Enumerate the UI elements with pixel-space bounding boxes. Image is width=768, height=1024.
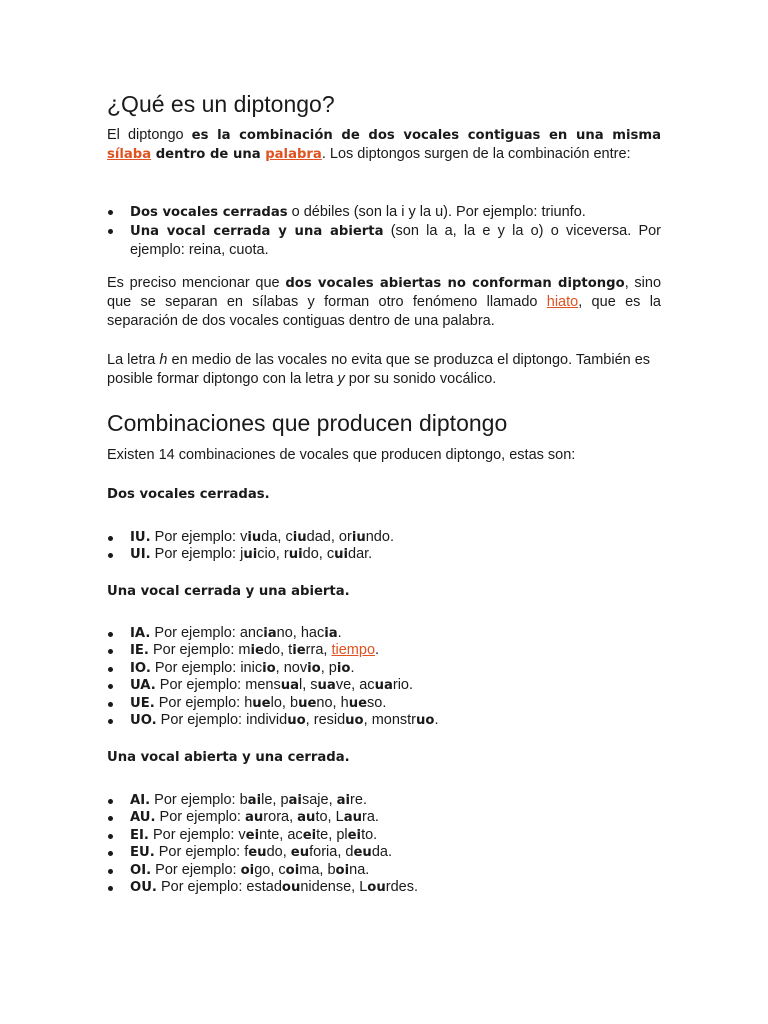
diphthong: ue	[298, 695, 317, 711]
word-part: L	[359, 879, 368, 896]
example-word	[345, 844, 388, 860]
example-word	[336, 827, 373, 843]
diphthong: eu	[248, 845, 267, 861]
combination-label: IE.	[130, 643, 149, 659]
word-part: estad	[246, 879, 282, 896]
example-word	[337, 792, 363, 808]
bullet-bold: Una vocal cerrada y una abierta	[130, 224, 384, 239]
word-part: p	[280, 792, 289, 808]
punctuation: ,	[337, 844, 346, 861]
example-word	[285, 529, 330, 545]
diphthong: ai	[336, 793, 351, 808]
punctuation: .	[387, 844, 392, 861]
punctuation: ,	[279, 826, 288, 843]
diphthong: eu	[290, 845, 310, 861]
section-title: Combinaciones que producen diptongo	[107, 410, 508, 436]
combination-label: UI.	[130, 547, 151, 563]
list-cerradas	[107, 529, 661, 564]
example-word	[241, 862, 271, 878]
diphthong: oi	[240, 862, 255, 878]
diphthong: ua	[317, 678, 336, 694]
diphthong: ie	[250, 643, 264, 659]
word-part: j	[240, 546, 244, 563]
list-item	[107, 529, 661, 546]
word-part: ma	[299, 861, 320, 878]
list-item	[107, 660, 661, 677]
combination-label: AU.	[130, 810, 156, 826]
word-part: rio	[392, 677, 409, 694]
word-part: na	[349, 861, 366, 878]
punctuation: ,	[327, 809, 336, 826]
diphthong: au	[297, 810, 316, 826]
example-word	[245, 677, 302, 693]
punctuation: .	[434, 712, 439, 729]
word-part: ve	[335, 677, 352, 694]
punctuation: ,	[277, 529, 286, 545]
example-word	[287, 827, 328, 843]
example-word	[327, 546, 368, 562]
para3-text-2: en medio de las vocales no evita que se produzca el diptongo. También es posible formar diptongo con la letra	[107, 352, 651, 387]
word-part: nte	[259, 826, 280, 843]
hiato-paragraph	[107, 274, 661, 331]
word-part: v	[240, 529, 248, 545]
punctuation: .	[373, 826, 378, 843]
word-part: p	[328, 659, 337, 676]
punctuation: ,	[320, 659, 329, 676]
example-word	[372, 712, 435, 728]
word-part: ra	[361, 809, 375, 826]
word-part: no	[276, 625, 293, 641]
punctuation: ,	[351, 677, 360, 694]
para3-text-3: por su sonido vocálico.	[344, 371, 497, 387]
diphthong: ia	[263, 626, 277, 641]
list-item	[107, 809, 661, 826]
diphthong: oi	[335, 862, 350, 878]
diphthong: oi	[285, 862, 300, 878]
link-hiato[interactable]: hiato	[546, 294, 579, 310]
example-word	[284, 546, 319, 562]
link-example-word[interactable]	[331, 642, 375, 658]
diphthong: ui	[288, 547, 303, 563]
punctuation: ,	[305, 712, 314, 729]
example-label: Por ejemplo:	[148, 826, 239, 843]
word-part: h	[244, 694, 253, 711]
word-part: rra	[305, 642, 324, 659]
word-part: c	[285, 529, 293, 545]
example-word	[329, 660, 351, 676]
intro-text: El diptongo	[107, 127, 192, 143]
word-part: le	[261, 792, 273, 808]
punctuation: ,	[319, 861, 328, 878]
list-item	[107, 642, 661, 659]
example-word	[288, 642, 323, 658]
punctuation: ,	[332, 694, 341, 711]
example-word	[280, 792, 328, 808]
example-word	[314, 712, 364, 728]
example-word	[327, 862, 365, 878]
punctuation: .	[413, 879, 418, 896]
word-part: m	[238, 642, 251, 659]
example-label: Por ejemplo:	[155, 809, 245, 826]
punctuation: .	[362, 792, 367, 808]
word-part: v	[238, 826, 246, 843]
example-label: Por ejemplo:	[155, 677, 246, 694]
word-part: ac	[359, 677, 375, 694]
example-label: Por ejemplo:	[154, 844, 245, 861]
word-part: anc	[239, 625, 264, 641]
list-abierta-cerrada	[107, 792, 661, 896]
example-label: Por ejemplo:	[150, 792, 240, 808]
word-part: f	[244, 844, 249, 861]
punctuation: ,	[281, 694, 290, 711]
para3-text: La letra	[107, 352, 160, 368]
list-item	[107, 625, 661, 642]
list-item	[107, 827, 661, 844]
list-item	[107, 792, 661, 809]
combination-label: EU.	[130, 845, 155, 861]
link-palabra[interactable]: palabra	[265, 147, 322, 162]
word-part: h	[340, 694, 349, 711]
punctuation: ,	[270, 861, 279, 878]
diphthong: ui	[243, 547, 258, 563]
para3-italic: h	[159, 352, 168, 368]
punctuation: ,	[351, 879, 360, 896]
para3-italic-2: y	[337, 371, 345, 387]
word-part: resid	[313, 712, 346, 729]
diphthong: ei	[245, 827, 260, 843]
diphthong: ou	[281, 880, 301, 896]
word-part: t	[288, 642, 293, 659]
punctuation: ,	[323, 642, 332, 659]
punctuation: ,	[318, 546, 327, 563]
bullet-text: o débiles (son la i y la u). Por ejemplo: triunfo.	[287, 204, 586, 220]
example-label: Por ejemplo:	[148, 642, 239, 659]
example-word	[310, 677, 351, 693]
word-part: no	[316, 694, 333, 711]
punctuation: .	[374, 809, 379, 826]
word-part: rdes	[385, 879, 414, 896]
diphthong: ia	[324, 626, 338, 641]
intro-bold: es la combinación de dos vocales contiguas en una misma	[191, 128, 661, 143]
diphthong: io	[336, 660, 351, 676]
word-part: rora	[263, 809, 290, 826]
diphthong: ua	[280, 678, 299, 694]
punctuation: ,	[330, 529, 339, 545]
combination-label: UE.	[130, 695, 155, 711]
punctuation: .	[368, 546, 373, 563]
diphthong: ue	[348, 695, 368, 711]
combination-label: UA.	[130, 678, 156, 694]
word-part: t	[331, 642, 336, 659]
word-part: dad	[306, 529, 331, 545]
diphthong: uo	[345, 713, 364, 729]
diphthong: ai	[288, 793, 302, 808]
punctuation: ,	[272, 792, 281, 808]
punctuation: .	[365, 861, 370, 878]
diphthong: ai	[247, 793, 262, 808]
list-item	[107, 546, 661, 563]
word-part: da	[371, 844, 388, 861]
list-item	[107, 203, 661, 222]
example-word	[291, 844, 338, 860]
word-part: monstr	[371, 712, 417, 729]
diphthong: uo	[416, 713, 435, 729]
diphthong: uo	[287, 713, 306, 729]
page-title: ¿Qué es un diptongo?	[107, 91, 335, 117]
word-part: cio	[257, 546, 276, 563]
example-word	[245, 809, 289, 825]
letter-h-paragraph	[107, 351, 661, 389]
word-part: lo	[270, 694, 282, 711]
combination-label: IO.	[130, 660, 151, 676]
example-label: Por ejemplo:	[150, 625, 240, 641]
intro-bold-2: dentro de una	[151, 147, 266, 162]
word-part: or	[338, 529, 352, 545]
example-label: Por ejemplo:	[156, 879, 247, 896]
example-word	[336, 809, 375, 825]
example-word	[238, 827, 279, 843]
diphthong: ou	[367, 880, 386, 896]
example-word	[284, 660, 321, 676]
punctuation: ,	[328, 792, 337, 808]
word-part: nidense	[300, 879, 352, 896]
word-part: go	[254, 861, 271, 878]
example-word	[246, 879, 351, 895]
word-part: individ	[246, 712, 288, 729]
example-word	[240, 792, 273, 808]
example-word	[240, 546, 276, 562]
word-part: to	[361, 826, 374, 843]
subheading-cerrada-abierta: Una vocal cerrada y una abierta.	[107, 584, 350, 599]
word-part: do	[263, 642, 281, 659]
example-word	[297, 809, 327, 825]
example-word	[359, 879, 414, 895]
subheading-cerradas: Dos vocales cerradas.	[107, 487, 270, 502]
punctuation: ,	[275, 659, 284, 676]
punctuation: ,	[302, 677, 311, 694]
example-label: Por ejemplo:	[150, 546, 241, 563]
diphthong: iu	[247, 530, 262, 545]
word-part: c	[278, 861, 286, 878]
section-intro: Existen 14 combinaciones de vocales que producen diptongo, estas son:	[107, 447, 576, 463]
example-word	[246, 712, 306, 728]
word-part: do	[302, 546, 319, 563]
diphthong: io	[262, 660, 276, 676]
para2-text-2: , sino que se separan en sílabas y forman otro fenómeno llamado	[107, 275, 662, 310]
example-label: Por ejemplo:	[151, 861, 241, 878]
example-label: Por ejemplo:	[150, 529, 241, 545]
word-part: r	[283, 546, 289, 563]
punctuation: ,	[275, 546, 284, 563]
word-part: L	[335, 809, 344, 826]
word-part: d	[345, 844, 354, 861]
word-part: mens	[245, 677, 281, 694]
example-word	[278, 862, 319, 878]
punctuation: ,	[282, 844, 291, 861]
para2-text-3: , que es la separación de dos vocales contiguas dentro de una palabra.	[107, 294, 661, 329]
diphthong: au	[245, 810, 264, 826]
punctuation: .	[350, 659, 355, 676]
combination-label: AI.	[130, 793, 151, 808]
punctuation: ,	[328, 826, 337, 843]
intro-paragraph	[107, 126, 661, 164]
example-word	[341, 695, 383, 711]
word-part: so	[367, 694, 383, 711]
word-part: b	[327, 861, 336, 878]
word-part: da	[261, 529, 278, 545]
word-part: to	[315, 809, 328, 826]
word-part: s	[310, 677, 318, 694]
word-part: mpo	[346, 642, 376, 659]
link-silaba[interactable]: sílaba	[107, 147, 152, 162]
punctuation: ,	[280, 642, 289, 659]
example-word	[339, 529, 390, 545]
list-item	[107, 844, 661, 861]
diphthong: eu	[353, 845, 372, 861]
diphthong: ue	[252, 695, 271, 711]
list-item	[107, 222, 661, 259]
punctuation: ,	[289, 809, 298, 826]
list-item	[107, 879, 661, 896]
punctuation: .	[337, 625, 342, 641]
diphthong: ui	[334, 547, 348, 563]
diphthong: ua	[374, 678, 393, 694]
punctuation: .	[382, 694, 387, 711]
diphthong: iu	[292, 530, 307, 545]
word-part: c	[326, 546, 335, 563]
combination-label: OI.	[130, 862, 152, 878]
punctuation: .	[389, 529, 394, 545]
example-word	[301, 625, 338, 641]
word-part: b	[289, 694, 299, 711]
bullet-bold: Dos vocales cerradas	[130, 205, 288, 220]
diphthong: io	[307, 660, 321, 676]
example-label: Por ejemplo:	[154, 694, 245, 711]
list-item	[107, 677, 661, 694]
list-item	[107, 695, 661, 712]
word-part: ndo	[365, 529, 390, 545]
combination-label: IA.	[130, 626, 151, 641]
list-cerrada-abierta	[107, 625, 661, 729]
diphthong: ei	[347, 827, 362, 843]
example-word	[238, 642, 280, 658]
combination-label: UO.	[130, 713, 157, 729]
bullet-list-intro	[107, 203, 661, 259]
para2-text: Es preciso mencionar que	[107, 275, 286, 291]
combination-label: OU.	[130, 880, 157, 896]
example-word	[240, 625, 293, 641]
list-item	[107, 712, 661, 729]
word-part: l	[299, 677, 303, 694]
diphthong: au	[343, 810, 362, 826]
word-part: b	[239, 792, 248, 808]
combination-label: EI.	[130, 827, 149, 843]
word-part: ac	[287, 826, 303, 843]
word-part: hac	[300, 625, 325, 641]
word-part: do	[266, 844, 283, 861]
word-part: dar	[348, 546, 369, 563]
example-word	[290, 695, 333, 711]
example-word	[244, 695, 282, 711]
example-label: Por ejemplo:	[156, 712, 247, 729]
intro-text-2: . Los diptongos surgen de la combinación entre:	[321, 146, 631, 162]
word-part: inic	[240, 659, 263, 676]
word-part: nov	[283, 659, 308, 676]
diphthong: iu	[351, 530, 366, 545]
example-word	[240, 660, 275, 676]
example-word	[359, 677, 409, 693]
example-label: Por ejemplo:	[150, 659, 241, 676]
list-item	[107, 862, 661, 879]
example-word	[240, 529, 277, 545]
punctuation: ,	[292, 625, 301, 641]
example-word	[244, 844, 283, 860]
punctuation: ,	[363, 712, 372, 729]
word-part: ie	[335, 642, 347, 659]
word-part: re	[350, 792, 363, 808]
combination-label: IU.	[130, 530, 151, 545]
punctuation: .	[408, 677, 414, 694]
bullet-text: (son la a, la e y la o) o viceversa. Por ejemplo: reina, cuota.	[130, 223, 662, 258]
word-part: te	[316, 826, 329, 843]
word-part: saje	[301, 792, 329, 808]
punctuation: .	[375, 642, 380, 659]
para2-bold: dos vocales abiertas no conforman diptongo	[285, 276, 625, 291]
diphthong: ei	[302, 827, 317, 843]
diphthong: ie	[292, 643, 306, 659]
word-part: pl	[336, 826, 348, 843]
word-part: foria	[309, 844, 338, 861]
subheading-abierta-cerrada: Una vocal abierta y una cerrada.	[107, 750, 350, 765]
